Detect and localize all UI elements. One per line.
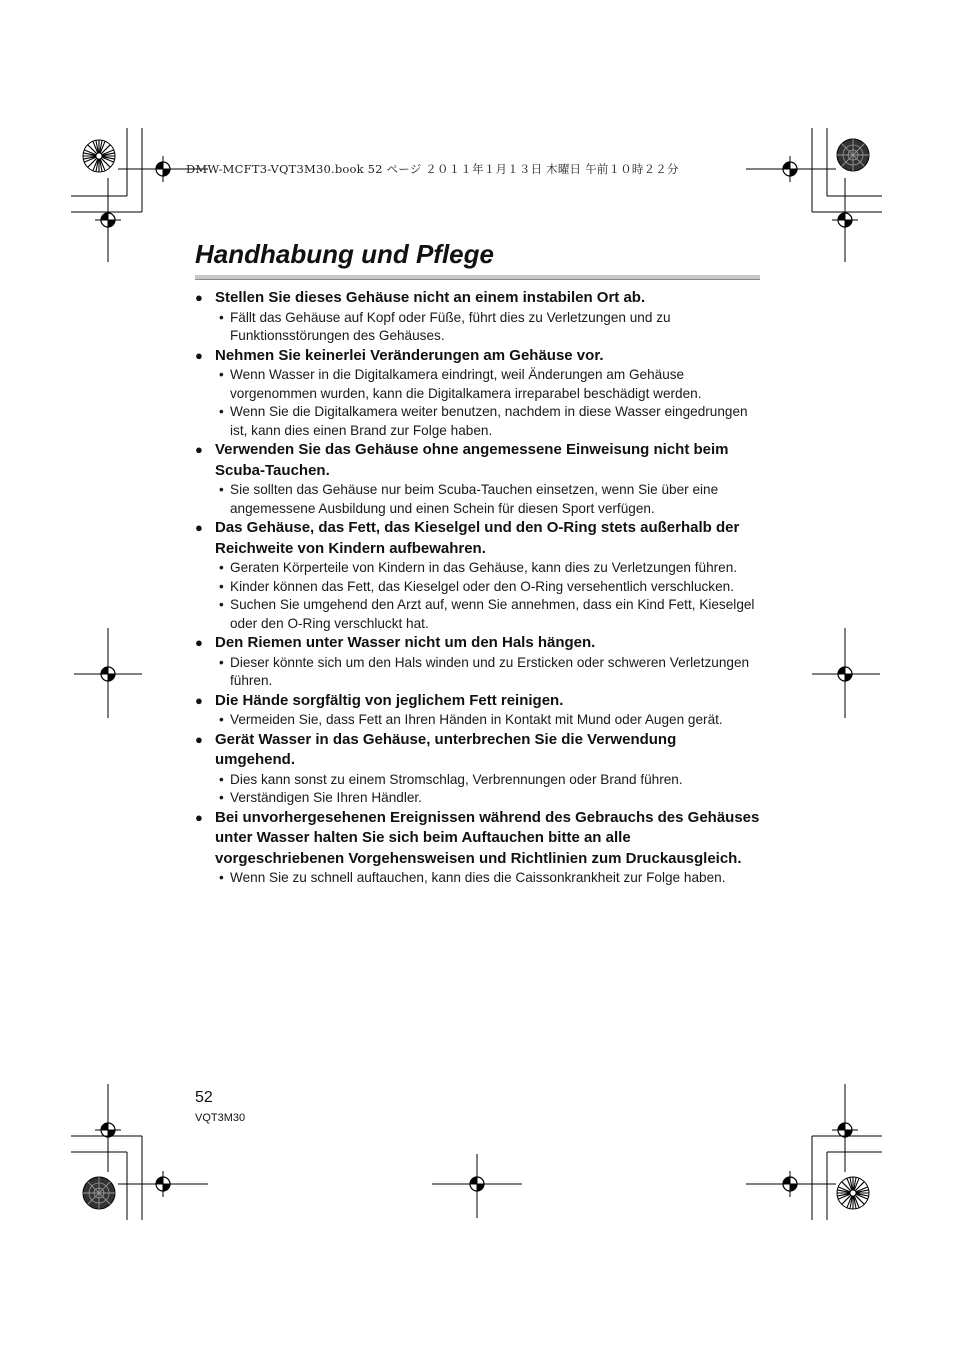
instruction-detail [195, 711, 760, 730]
sub-bullet-icon: • [219, 712, 224, 727]
instruction-heading-text: Bei unvorhergesehenen Ereignissen während des Gebrauchs des Gehäuses unter Wasser halten Sie sich beim Auftauchen bitte an alle vorgeschriebenen Vorgehensweisen und Richtlinien zum Druckausgleich. [215, 808, 760, 867]
instruction-heading-text: Das Gehäuse, das Fett, das Kieselgel und den O-Ring stets außerhalb der Reichweite von Kindern aufbewahren. [215, 519, 740, 557]
page-number: 52 [195, 1089, 213, 1106]
sub-bullet-icon: • [219, 578, 224, 594]
instruction-detail-text: Vermeiden Sie, dass Fett an Ihren Händen in Kontakt mit Mund oder Augen gerät. [230, 712, 723, 727]
instruction-details [195, 869, 760, 888]
bullet-icon: ● [195, 290, 203, 305]
sub-bullet-icon: • [219, 771, 224, 787]
bullet-icon: ● [195, 347, 203, 363]
sub-bullet-icon: • [219, 367, 224, 382]
instruction-detail [195, 481, 760, 518]
instruction-detail [195, 403, 760, 440]
instruction-item [195, 633, 760, 691]
instruction-detail [195, 366, 760, 403]
bullet-icon: ● [195, 692, 203, 708]
instruction-detail-text: Fällt das Gehäuse auf Kopf oder Füße, führt dies zu Verletzungen und zu Funktionsstörungen des Gehäuses. [230, 309, 671, 343]
instruction-detail [195, 654, 760, 691]
instruction-heading-text: Verwenden Sie das Gehäuse ohne angemessene Einweisung nicht beim Scuba-Tauchen. [215, 441, 729, 479]
instruction-detail-text: Kinder können das Fett, das Kieselgel oder den O-Ring versehentlich verschlucken. [230, 578, 735, 594]
instruction-heading [195, 518, 760, 559]
sub-bullet-icon: • [219, 404, 224, 419]
instruction-detail [195, 309, 760, 346]
print-header-line: DMW-MCFT3-VQT3M30.book 52 ページ ２０１１年１月１３日 木曜日 午前１０時２２分 [186, 162, 679, 176]
page-title: Handhabung und Pflege [195, 239, 494, 269]
instruction-heading [195, 633, 760, 654]
instruction-details [195, 481, 760, 518]
instruction-item [195, 518, 760, 633]
instruction-detail-text: Wenn Sie die Digitalkamera weiter benutzen, nachdem in diese Wasser eingedrungen ist, kann dies einen Brand zur Folge haben. [230, 404, 748, 438]
instruction-item [195, 808, 760, 888]
instruction-item [195, 730, 760, 808]
instruction-details [195, 771, 760, 808]
instruction-detail-text: Sie sollten das Gehäuse nur beim Scuba-Tauchen einsetzen, wenn Sie über eine angemessene Ausbildung und einen Schein für diesen Sport verfügen. [230, 482, 719, 516]
instruction-item [195, 440, 760, 518]
instruction-detail-text: Geraten Körperteile von Kindern in das Gehäuse, kann dies zu Verletzungen führen. [230, 560, 738, 575]
instruction-heading [195, 730, 760, 771]
instruction-details [195, 309, 760, 346]
instruction-item [195, 346, 760, 441]
instruction-detail [195, 578, 760, 597]
instruction-heading-text: Gerät Wasser in das Gehäuse, unterbrechen Sie die Verwendung umgehend. [215, 730, 677, 768]
instruction-detail-text: Suchen Sie umgehend den Arzt auf, wenn Sie annehmen, dass ein Kind Fett, Kieselgel oder den O-Ring verschluckt hat. [230, 597, 755, 631]
document-code: VQT3M30 [195, 1112, 246, 1124]
instruction-detail-text: Dieser könnte sich um den Hals winden und zu Ersticken oder schweren Verletzungen führen. [230, 654, 750, 688]
sub-bullet-icon: • [219, 870, 224, 885]
care-instructions-list [195, 288, 760, 888]
instruction-item [195, 691, 760, 730]
instruction-heading-text: Nehmen Sie keinerlei Veränderungen am Gehäuse vor. [215, 346, 604, 364]
instruction-detail-text: Verständigen Sie Ihren Händler. [230, 790, 422, 805]
sub-bullet-icon: • [219, 790, 224, 805]
bullet-icon: ● [195, 635, 203, 650]
instruction-heading [195, 808, 760, 870]
instruction-details [195, 366, 760, 440]
sub-bullet-icon: • [219, 482, 224, 497]
instruction-heading [195, 288, 760, 309]
sub-bullet-icon: • [219, 597, 224, 612]
instruction-detail-text: Wenn Wasser in die Digitalkamera eindringt, weil Änderungen am Gehäuse vorgenommen wurden, kann die Digitalkamera irreparabel beschädigt werden. [230, 367, 702, 401]
bullet-icon: ● [195, 442, 203, 457]
bullet-icon: ● [195, 520, 203, 535]
instruction-heading-text: Den Riemen unter Wasser nicht um den Hals hängen. [215, 634, 596, 651]
instruction-details [195, 711, 760, 730]
sub-bullet-icon: • [219, 309, 224, 325]
instruction-heading [195, 440, 760, 481]
instruction-heading [195, 691, 760, 712]
instruction-heading-text: Die Hände sorgfältig von jeglichem Fett reinigen. [215, 691, 564, 709]
instruction-detail-text: Dies kann sonst zu einem Stromschlag, Verbrennungen oder Brand führen. [230, 771, 683, 787]
title-underline [195, 275, 760, 280]
instruction-item [195, 288, 760, 346]
instruction-detail [195, 559, 760, 578]
instruction-details [195, 559, 760, 633]
instruction-detail [195, 771, 760, 790]
bullet-icon: ● [195, 731, 203, 747]
instruction-heading [195, 346, 760, 367]
sub-bullet-icon: • [219, 560, 224, 575]
instruction-detail [195, 869, 760, 888]
bullet-icon: ● [195, 809, 203, 825]
sub-bullet-icon: • [219, 654, 224, 670]
instruction-details [195, 654, 760, 691]
instruction-detail-text: Wenn Sie zu schnell auftauchen, kann dies die Caissonkrankheit zur Folge haben. [230, 870, 726, 885]
instruction-heading-text: Stellen Sie dieses Gehäuse nicht an einem instabilen Ort ab. [215, 289, 646, 306]
instruction-detail [195, 789, 760, 808]
instruction-detail [195, 596, 760, 633]
